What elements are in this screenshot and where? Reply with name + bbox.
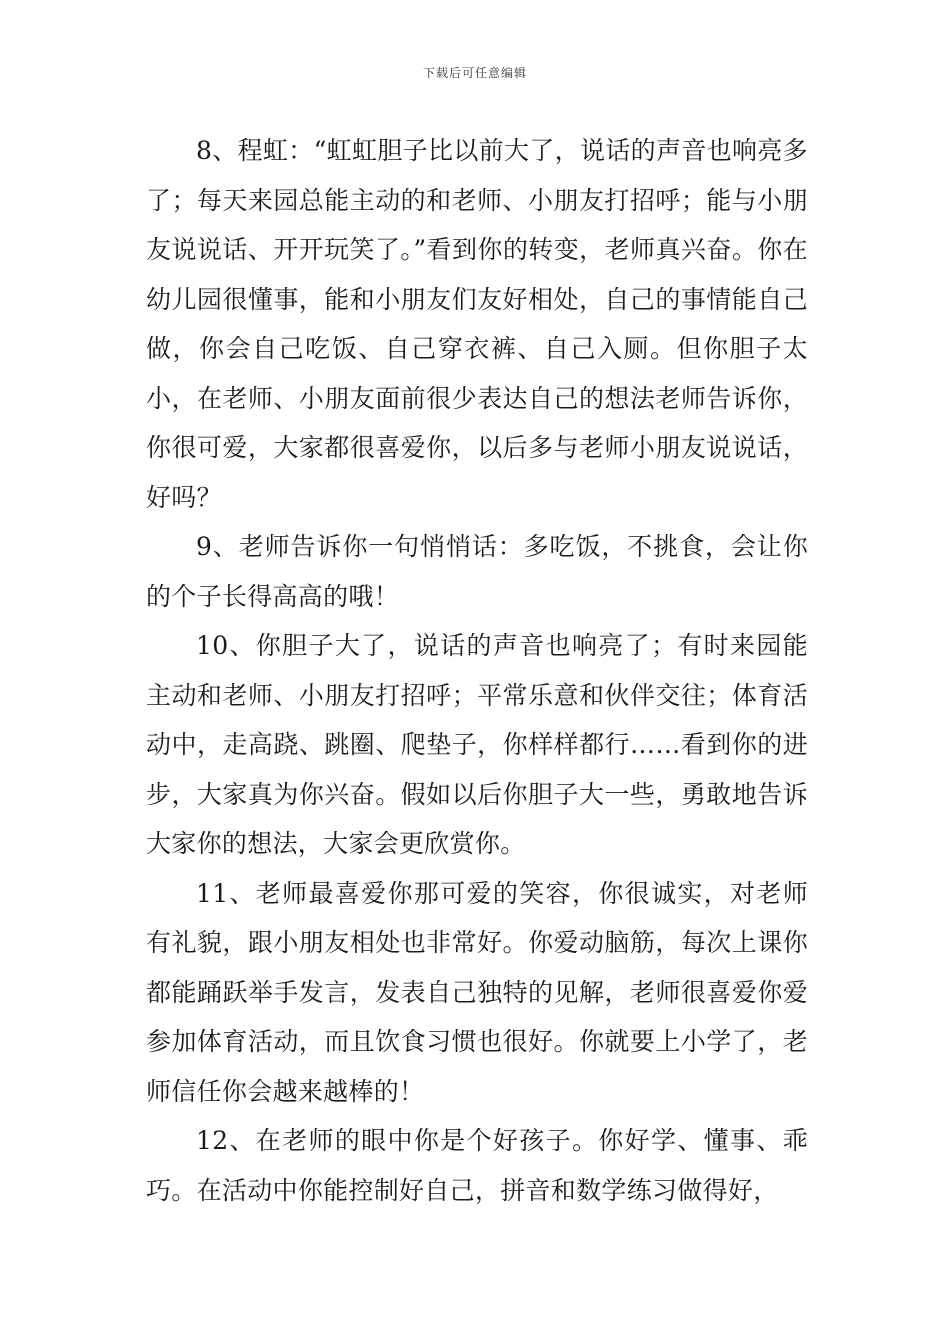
paragraph-comment-9: 9、老师告诉你一句悄悄话：多吃饭，不挑食，会让你的个子长得高高的哦！ bbox=[146, 532, 808, 611]
paragraph-comment-8: 8、程虹：“虹虹胆子比以前大了，说话的声音也响亮多了；每天来园总能主动的和老师、小朋友打招呼；能与小朋友说说话、开开玩笑了。”看到你的转变，老师真兴奋。你在幼儿园很懂事，能和小朋友们友好相处，自己的事情能自己做，你会自己吃饭、自己穿衣裤、自己入厕。但你胆子太小，在老师、小朋友面前很少表达自己的想法老师告诉你，你很可爱，大家都很喜爱你，以后多与老师小朋友说说话，好吗？ bbox=[146, 136, 808, 512]
paragraph-comment-12: 12、在老师的眼中你是个好孩子。你好学、懂事、乖巧。在活动中你能控制好自己，拼音和数学练习做得好， bbox=[146, 1126, 808, 1205]
paragraph-comment-10: 10、你胆子大了，说话的声音也响亮了；有时来园能主动和老师、小朋友打招呼；平常乐意和伙伴交往；体育活动中，走高跷、跳圈、爬垫子，你样样都行……看到你的进步，大家真为你兴奋。假如以后你胆子大一些，勇敢地告诉大家你的想法，大家会更欣赏你。 bbox=[146, 631, 808, 858]
paragraph-comment-11: 11、老师最喜爱你那可爱的笑容，你很诚实，对老师有礼貌，跟小朋友相处也非常好。你爱动脑筋，每次上课你都能踊跃举手发言，发表自己独特的见解，老师很喜爱你爱参加体育活动，而且饮食习惯也很好。你就要上小学了，老师信任你会越来越棒的！ bbox=[146, 878, 808, 1106]
document-body bbox=[146, 126, 808, 1215]
page-header: 下载后可任意编辑 bbox=[422, 66, 527, 80]
